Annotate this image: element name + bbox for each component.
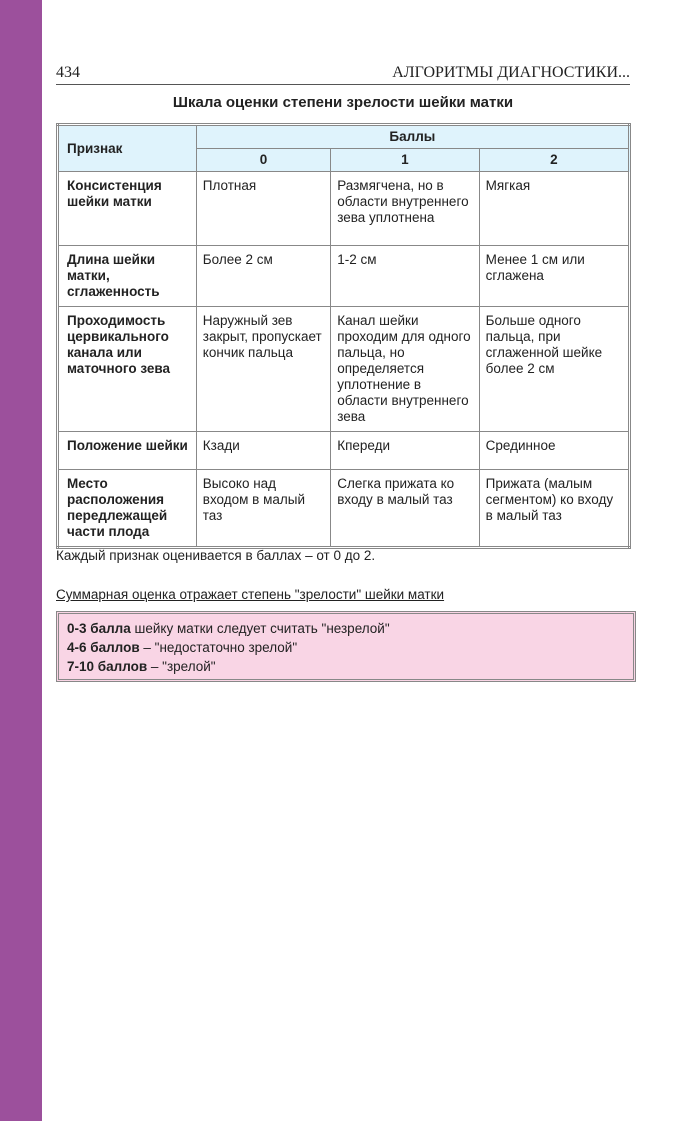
cell: Кпереди bbox=[331, 432, 479, 470]
cell: Плотная bbox=[196, 172, 330, 246]
cell: Прижата (малым сегментом) ко входу в малый таз bbox=[479, 470, 629, 548]
score-range: 7-10 баллов bbox=[67, 659, 148, 674]
cell: Высоко над входом в малый таз bbox=[196, 470, 330, 548]
running-header bbox=[56, 64, 630, 85]
cell: Менее 1 см или сглажена bbox=[479, 246, 629, 307]
cell: 1-2 см bbox=[331, 246, 479, 307]
row-feature: Длина шейки матки, сглаженность bbox=[58, 246, 197, 307]
page-number: 434 bbox=[56, 64, 80, 81]
score-range: 4-6 баллов bbox=[67, 640, 140, 655]
table-title: Шкала оценки степени зрелости шейки матки bbox=[172, 94, 514, 111]
score-line bbox=[67, 619, 633, 638]
row-feature: Проходимость цервикального канала или маточного зева bbox=[58, 307, 197, 432]
cell: Канал шейки проходим для одного пальца, но определяется уплотнение в области внутреннего зева bbox=[331, 307, 479, 432]
cell: Мягкая bbox=[479, 172, 629, 246]
header-score-0: 0 bbox=[196, 149, 330, 172]
cell: Больше одного пальца, при сглаженной шейке более 2 см bbox=[479, 307, 629, 432]
cell: Кзади bbox=[196, 432, 330, 470]
header-score-1: 1 bbox=[331, 149, 479, 172]
score-text: – "недостаточно зрелой" bbox=[139, 640, 298, 655]
header-points: Баллы bbox=[196, 125, 629, 149]
row-feature: Консистенция шейки матки bbox=[58, 172, 197, 246]
table-row bbox=[58, 172, 630, 246]
header-feature: Признак bbox=[58, 125, 197, 172]
score-interpretation-box bbox=[56, 611, 636, 682]
cell: Размягчена, но в области внутреннего зева уплотнена bbox=[331, 172, 479, 246]
header-score-2: 2 bbox=[479, 149, 629, 172]
cell: Более 2 см bbox=[196, 246, 330, 307]
cell: Срединное bbox=[479, 432, 629, 470]
score-range: 0-3 балла bbox=[67, 621, 131, 636]
table-row bbox=[58, 432, 630, 470]
row-feature: Положение шейки bbox=[58, 432, 197, 470]
row-feature: Место расположения передлежащей части плода bbox=[58, 470, 197, 548]
table-row bbox=[58, 470, 630, 548]
chapter-title: АЛГОРИТМЫ ДИАГНОСТИКИ... bbox=[392, 64, 630, 81]
score-line bbox=[67, 657, 633, 676]
score-text: шейку матки следует считать "незрелой" bbox=[130, 621, 390, 636]
maturity-scale-table bbox=[56, 123, 631, 549]
page-edge-strip bbox=[0, 0, 42, 1121]
table-row bbox=[58, 307, 630, 432]
score-line bbox=[67, 638, 633, 657]
table-row bbox=[58, 246, 630, 307]
cell: Наружный зев закрыт, пропускает кончик пальца bbox=[196, 307, 330, 432]
scoring-note: Каждый признак оценивается в баллах – от 0 до 2. bbox=[56, 548, 376, 563]
score-text: – "зрелой" bbox=[147, 659, 216, 674]
summary-heading: Суммарная оценка отражает степень "зрелости" шейки матки bbox=[56, 587, 445, 602]
cell: Слегка прижата ко входу в малый таз bbox=[331, 470, 479, 548]
